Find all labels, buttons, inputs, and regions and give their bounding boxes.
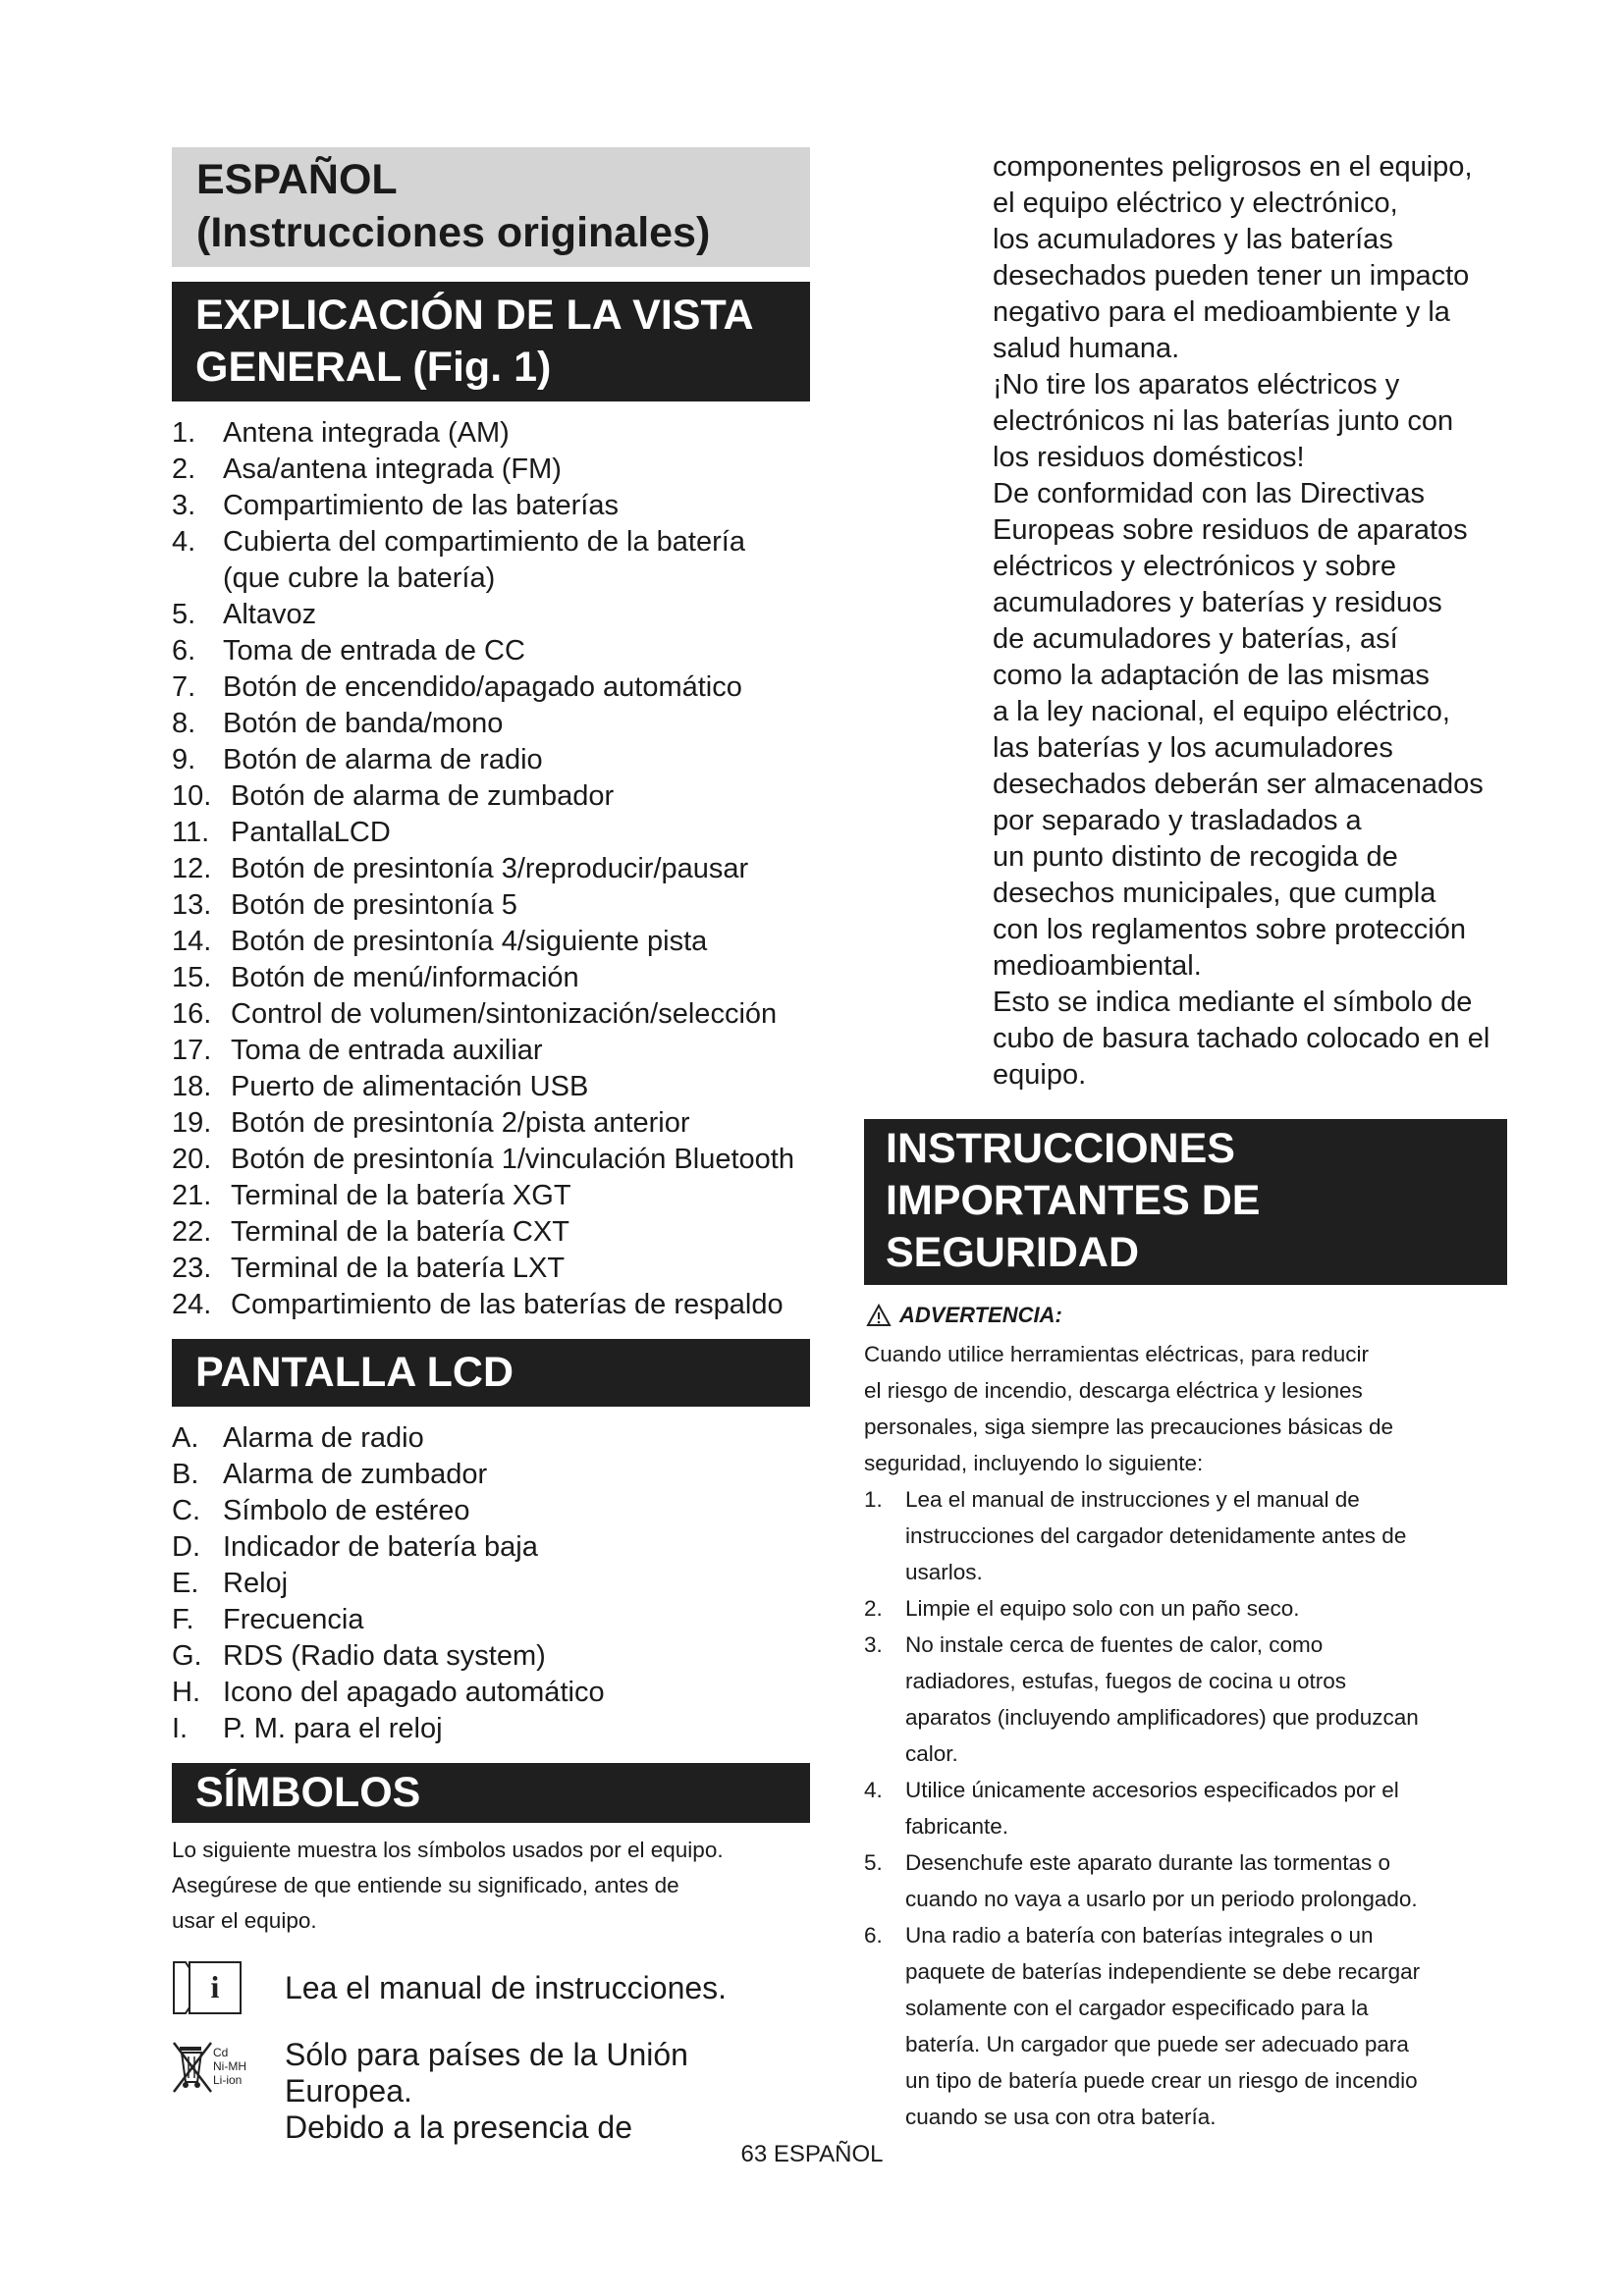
item-text: Indicador de batería baja bbox=[223, 1531, 538, 1563]
item-text: Botón de menú/información bbox=[231, 962, 579, 993]
item-number: 23. bbox=[172, 1253, 212, 1284]
item-letter: G. bbox=[172, 1640, 202, 1672]
symbols-intro-line: Asegúrese de que entiende su significado, antes de bbox=[172, 1873, 679, 1897]
item-number: 21. bbox=[172, 1180, 212, 1211]
list-item bbox=[172, 1529, 810, 1566]
item-number: 15. bbox=[172, 962, 212, 993]
paragraph-line: como la adaptación de las mismas bbox=[993, 660, 1430, 691]
item-text: RDS (Radio data system) bbox=[223, 1640, 546, 1672]
item-text: Reloj bbox=[223, 1568, 289, 1599]
list-item bbox=[172, 1711, 810, 1747]
item-text: Alarma de zumbador bbox=[223, 1459, 488, 1490]
safety-list-item bbox=[864, 1844, 1507, 1917]
item-text: Botón de banda/mono bbox=[223, 708, 504, 739]
safety-list-item bbox=[864, 1627, 1507, 1772]
item-text: Botón de presintonía 5 bbox=[231, 889, 517, 921]
item-number: 3. bbox=[864, 1632, 883, 1657]
item-text: Cubierta del compartimiento de la batería bbox=[223, 526, 745, 558]
symbols-intro bbox=[172, 1833, 810, 1939]
item-text: Altavoz bbox=[223, 599, 317, 630]
paragraph-line: ¡No tire los aparatos eléctricos y bbox=[993, 369, 1400, 400]
list-item bbox=[172, 452, 810, 488]
item-text: Toma de entrada de CC bbox=[223, 635, 525, 667]
item-line: fabricante. bbox=[905, 1814, 1009, 1839]
item-number: 10. bbox=[172, 780, 212, 812]
list-item bbox=[172, 996, 810, 1033]
list-item bbox=[172, 1457, 810, 1493]
paragraph-line: componentes peligrosos en el equipo, bbox=[993, 151, 1473, 183]
item-number: 9. bbox=[172, 744, 196, 775]
symbols-heading-text: SÍMBOLOS bbox=[195, 1769, 421, 1816]
item-text: Botón de presintonía 2/pista anterior bbox=[231, 1107, 690, 1139]
item-text: Terminal de la batería LXT bbox=[231, 1253, 566, 1284]
paragraph-line: desechos municipales, que cumpla bbox=[993, 878, 1436, 909]
item-number: 13. bbox=[172, 889, 212, 921]
paragraph-line: cubo de basura tachado colocado en el bbox=[993, 1023, 1490, 1054]
paragraph-line: un punto distinto de recogida de bbox=[993, 841, 1398, 873]
list-item bbox=[172, 924, 810, 960]
item-line: calor. bbox=[905, 1741, 958, 1766]
crossed-bin-icon bbox=[172, 2037, 260, 2100]
item-line: batería. Un cargador que puede ser adecuado para bbox=[905, 2032, 1409, 2056]
item-text: Alarma de radio bbox=[223, 1422, 424, 1454]
item-text: Icono del apagado automático bbox=[223, 1677, 605, 1708]
safety-heading-line: IMPORTANTES DE bbox=[886, 1177, 1261, 1224]
list-item bbox=[172, 1493, 810, 1529]
battery-label-cd: Cd bbox=[213, 2046, 229, 2059]
item-text: P. M. para el reloj bbox=[223, 1713, 443, 1744]
paragraph-line: por separado y trasladados a bbox=[993, 805, 1362, 836]
right-column bbox=[993, 149, 1503, 1094]
paragraph-line: negativo para el medioambiente y la bbox=[993, 296, 1450, 328]
warning-label: ADVERTENCIA: bbox=[899, 1303, 1062, 1327]
item-letter: D. bbox=[172, 1531, 200, 1563]
paragraph-line: De conformidad con las Directivas bbox=[993, 478, 1426, 509]
item-number: 4. bbox=[864, 1778, 883, 1802]
paragraph-line: con los reglamentos sobre protección bbox=[993, 914, 1466, 945]
list-item bbox=[172, 669, 810, 706]
paragraph-line: eléctricos y electrónicos y sobre bbox=[993, 551, 1396, 582]
item-letter: H. bbox=[172, 1677, 200, 1708]
list-item bbox=[172, 1602, 810, 1638]
item-number: 2. bbox=[172, 454, 196, 485]
item-number: 6. bbox=[864, 1923, 883, 1948]
item-text: Botón de presintonía 4/siguiente pista bbox=[231, 926, 708, 957]
item-line: un tipo de batería puede crear un riesgo de incendio bbox=[905, 2068, 1418, 2093]
list-item bbox=[172, 633, 810, 669]
safety-list bbox=[864, 1481, 1507, 2135]
item-line: cuando no vaya a usarlo por un periodo prolongado. bbox=[905, 1887, 1418, 1911]
item-number: 14. bbox=[172, 926, 212, 957]
paragraph-line: equipo. bbox=[993, 1059, 1087, 1091]
list-item bbox=[172, 1178, 810, 1214]
item-text: Terminal de la batería CXT bbox=[231, 1216, 569, 1248]
item-number: 22. bbox=[172, 1216, 212, 1248]
overview-heading bbox=[172, 282, 810, 401]
warning-intro bbox=[864, 1336, 1507, 1481]
symbol-eu-line-1: Sólo para países de la Unión Europea. bbox=[285, 2037, 688, 2109]
warning-label-row bbox=[864, 1299, 1507, 1332]
item-line: aparatos (incluyendo amplificadores) que produzcan bbox=[905, 1705, 1419, 1730]
list-item bbox=[172, 415, 810, 452]
item-text: Terminal de la batería XGT bbox=[231, 1180, 571, 1211]
list-item bbox=[172, 1142, 810, 1178]
item-line: Utilice únicamente accesorios especificados por el bbox=[905, 1778, 1399, 1802]
symbol-eu-row bbox=[172, 2037, 810, 2146]
paragraph-line: salud humana. bbox=[993, 333, 1180, 364]
item-line: Una radio a batería con baterías integrales o un bbox=[905, 1923, 1374, 1948]
safety-heading-line: INSTRUCCIONES bbox=[886, 1125, 1235, 1172]
item-number: 6. bbox=[172, 635, 196, 667]
list-item bbox=[172, 561, 810, 597]
list-item bbox=[172, 742, 810, 778]
list-item bbox=[172, 1675, 810, 1711]
list-item bbox=[172, 851, 810, 887]
paragraph-line: el equipo eléctrico y electrónico, bbox=[993, 187, 1398, 219]
item-line: Desenchufe este aparato durante las tormentas o bbox=[905, 1850, 1391, 1875]
battery-label-nimh: Ni-MH bbox=[213, 2059, 246, 2073]
lcd-heading bbox=[172, 1339, 810, 1407]
safety-heading bbox=[864, 1119, 1507, 1285]
list-item bbox=[172, 524, 810, 561]
paragraph-line: de acumuladores y baterías, así bbox=[993, 623, 1398, 655]
item-line: paquete de baterías independiente se debe recargar bbox=[905, 1959, 1421, 1984]
symbol-eu-text bbox=[285, 2037, 810, 2146]
item-number: 20. bbox=[172, 1144, 212, 1175]
symbols-intro-line: Lo siguiente muestra los símbolos usados por el equipo. bbox=[172, 1838, 724, 1862]
item-line: solamente con el cargador especificado para la bbox=[905, 1996, 1369, 2020]
item-text: Botón de alarma de zumbador bbox=[231, 780, 615, 812]
overview-heading-line-1: EXPLICACIÓN DE LA VISTA bbox=[195, 292, 754, 339]
item-text: Antena integrada (AM) bbox=[223, 417, 510, 449]
item-number: 4. bbox=[172, 526, 196, 558]
symbols-heading bbox=[172, 1763, 810, 1823]
list-item bbox=[172, 488, 810, 524]
item-number: 24. bbox=[172, 1289, 212, 1320]
list-item bbox=[172, 1566, 810, 1602]
paragraph-line: medioambiental. bbox=[993, 950, 1202, 982]
item-text: Asa/antena integrada (FM) bbox=[223, 454, 562, 485]
item-text: Control de volumen/sintonización/selección bbox=[231, 998, 778, 1030]
paragraph-line: los residuos domésticos! bbox=[993, 442, 1305, 473]
warning-intro-line: Cuando utilice herramientas eléctricas, para reducir bbox=[864, 1342, 1369, 1366]
symbols-intro-line: usar el equipo. bbox=[172, 1908, 317, 1933]
safety-list-item bbox=[864, 1481, 1507, 1590]
battery-label-liion: Li-ion bbox=[213, 2073, 243, 2087]
item-letter: I. bbox=[172, 1713, 189, 1744]
warning-intro-line: el riesgo de incendio, descarga eléctrica y lesiones bbox=[864, 1378, 1363, 1403]
item-text: Compartimiento de las baterías bbox=[223, 490, 619, 521]
language-title: ESPAÑOL bbox=[196, 156, 398, 203]
paragraph-line: desechados deberán ser almacenados bbox=[993, 769, 1484, 800]
paragraph-line: las baterías y los acumuladores bbox=[993, 732, 1393, 764]
item-line: Limpie el equipo solo con un paño seco. bbox=[905, 1596, 1300, 1621]
item-number: 11. bbox=[172, 817, 210, 848]
warning-triangle-icon bbox=[866, 1304, 892, 1327]
list-item bbox=[172, 1251, 810, 1287]
list-item bbox=[172, 1105, 810, 1142]
item-text: PantallaLCD bbox=[231, 817, 391, 848]
svg-text:i: i bbox=[210, 1969, 220, 2004]
paragraph-line: los acumuladores y las baterías bbox=[993, 224, 1393, 255]
item-number: 3. bbox=[172, 490, 196, 521]
item-letter: C. bbox=[172, 1495, 200, 1526]
item-number: 16. bbox=[172, 998, 212, 1030]
item-letter: B. bbox=[172, 1459, 199, 1490]
safety-list-item bbox=[864, 1772, 1507, 1844]
item-text: Frecuencia bbox=[223, 1604, 364, 1635]
paragraph-line: Esto se indica mediante el símbolo de bbox=[993, 987, 1473, 1018]
page-title-box bbox=[172, 147, 810, 267]
symbol-manual-text: Lea el manual de instrucciones. bbox=[285, 1970, 728, 2005]
symbol-manual-row bbox=[172, 1960, 810, 2015]
list-item bbox=[172, 960, 810, 996]
item-letter: A. bbox=[172, 1422, 199, 1454]
safety-list-item bbox=[864, 1590, 1507, 1627]
list-item bbox=[172, 597, 810, 633]
item-line: radiadores, estufas, fuegos de cocina u otros bbox=[905, 1669, 1347, 1693]
paragraph-line: desechados pueden tener un impacto bbox=[993, 260, 1470, 292]
item-text: Botón de alarma de radio bbox=[223, 744, 543, 775]
safety-heading-line: SEGURIDAD bbox=[886, 1229, 1140, 1276]
item-number: 1. bbox=[864, 1487, 883, 1512]
list-item bbox=[172, 1638, 810, 1675]
safety-list-item bbox=[864, 1917, 1507, 2135]
instructions-subtitle: (Instrucciones originales) bbox=[196, 209, 711, 256]
item-number: 12. bbox=[172, 853, 212, 884]
item-number: 2. bbox=[864, 1596, 883, 1621]
list-item bbox=[172, 778, 810, 815]
warning-intro-line: personales, siga siempre las precauciones básicas de bbox=[864, 1415, 1394, 1439]
item-text: Botón de presintonía 1/vinculación Bluetooth bbox=[231, 1144, 794, 1175]
list-item bbox=[172, 1033, 810, 1069]
item-line: Lea el manual de instrucciones y el manual de bbox=[905, 1487, 1360, 1512]
list-item bbox=[172, 1214, 810, 1251]
lcd-heading-text: PANTALLA LCD bbox=[195, 1349, 514, 1396]
page-footer: 63 ESPAÑOL bbox=[740, 2141, 884, 2167]
item-letter: E. bbox=[172, 1568, 199, 1599]
item-number: 5. bbox=[864, 1850, 883, 1875]
item-line: instrucciones del cargador detenidamente antes de bbox=[905, 1523, 1407, 1548]
item-number: 1. bbox=[172, 417, 196, 449]
item-text: Compartimiento de las baterías de respaldo bbox=[231, 1289, 784, 1320]
lcd-list bbox=[172, 1420, 810, 1747]
item-text: Puerto de alimentación USB bbox=[231, 1071, 589, 1102]
list-item bbox=[172, 1069, 810, 1105]
item-number: 7. bbox=[172, 671, 196, 703]
list-item bbox=[172, 815, 810, 851]
item-line: usarlos. bbox=[905, 1560, 983, 1584]
disposal-paragraph bbox=[993, 149, 1503, 1094]
overview-list bbox=[172, 415, 810, 1323]
paragraph-line: electrónicos ni las baterías junto con bbox=[993, 405, 1454, 437]
item-number: 5. bbox=[172, 599, 196, 630]
item-text: Botón de presintonía 3/reproducir/pausar bbox=[231, 853, 749, 884]
paragraph-line: a la ley nacional, el equipo eléctrico, bbox=[993, 696, 1450, 727]
item-letter: F. bbox=[172, 1604, 194, 1635]
overview-heading-line-2: GENERAL (Fig. 1) bbox=[195, 344, 552, 391]
left-column bbox=[172, 147, 810, 2146]
item-number: 19. bbox=[172, 1107, 212, 1139]
paragraph-line: Europeas sobre residuos de aparatos bbox=[993, 514, 1468, 546]
paragraph-line: acumuladores y baterías y residuos bbox=[993, 587, 1442, 618]
symbol-eu-line-2: Debido a la presencia de bbox=[285, 2109, 633, 2145]
item-number: 17. bbox=[172, 1035, 212, 1066]
warning-intro-line: seguridad, incluyendo lo siguiente: bbox=[864, 1451, 1204, 1475]
item-text: Toma de entrada auxiliar bbox=[231, 1035, 543, 1066]
item-number: 18. bbox=[172, 1071, 212, 1102]
safety-section bbox=[864, 1119, 1507, 2135]
list-item bbox=[172, 1287, 810, 1323]
list-item bbox=[172, 706, 810, 742]
list-item bbox=[172, 1420, 810, 1457]
list-item bbox=[172, 887, 810, 924]
item-line: No instale cerca de fuentes de calor, como bbox=[905, 1632, 1324, 1657]
item-text: Botón de encendido/apagado automático bbox=[223, 671, 742, 703]
read-manual-icon bbox=[172, 1960, 260, 2015]
item-text: (que cubre la batería) bbox=[223, 562, 496, 594]
item-text: Símbolo de estéreo bbox=[223, 1495, 470, 1526]
item-line: cuando se usa con otra batería. bbox=[905, 2105, 1217, 2129]
item-number: 8. bbox=[172, 708, 196, 739]
